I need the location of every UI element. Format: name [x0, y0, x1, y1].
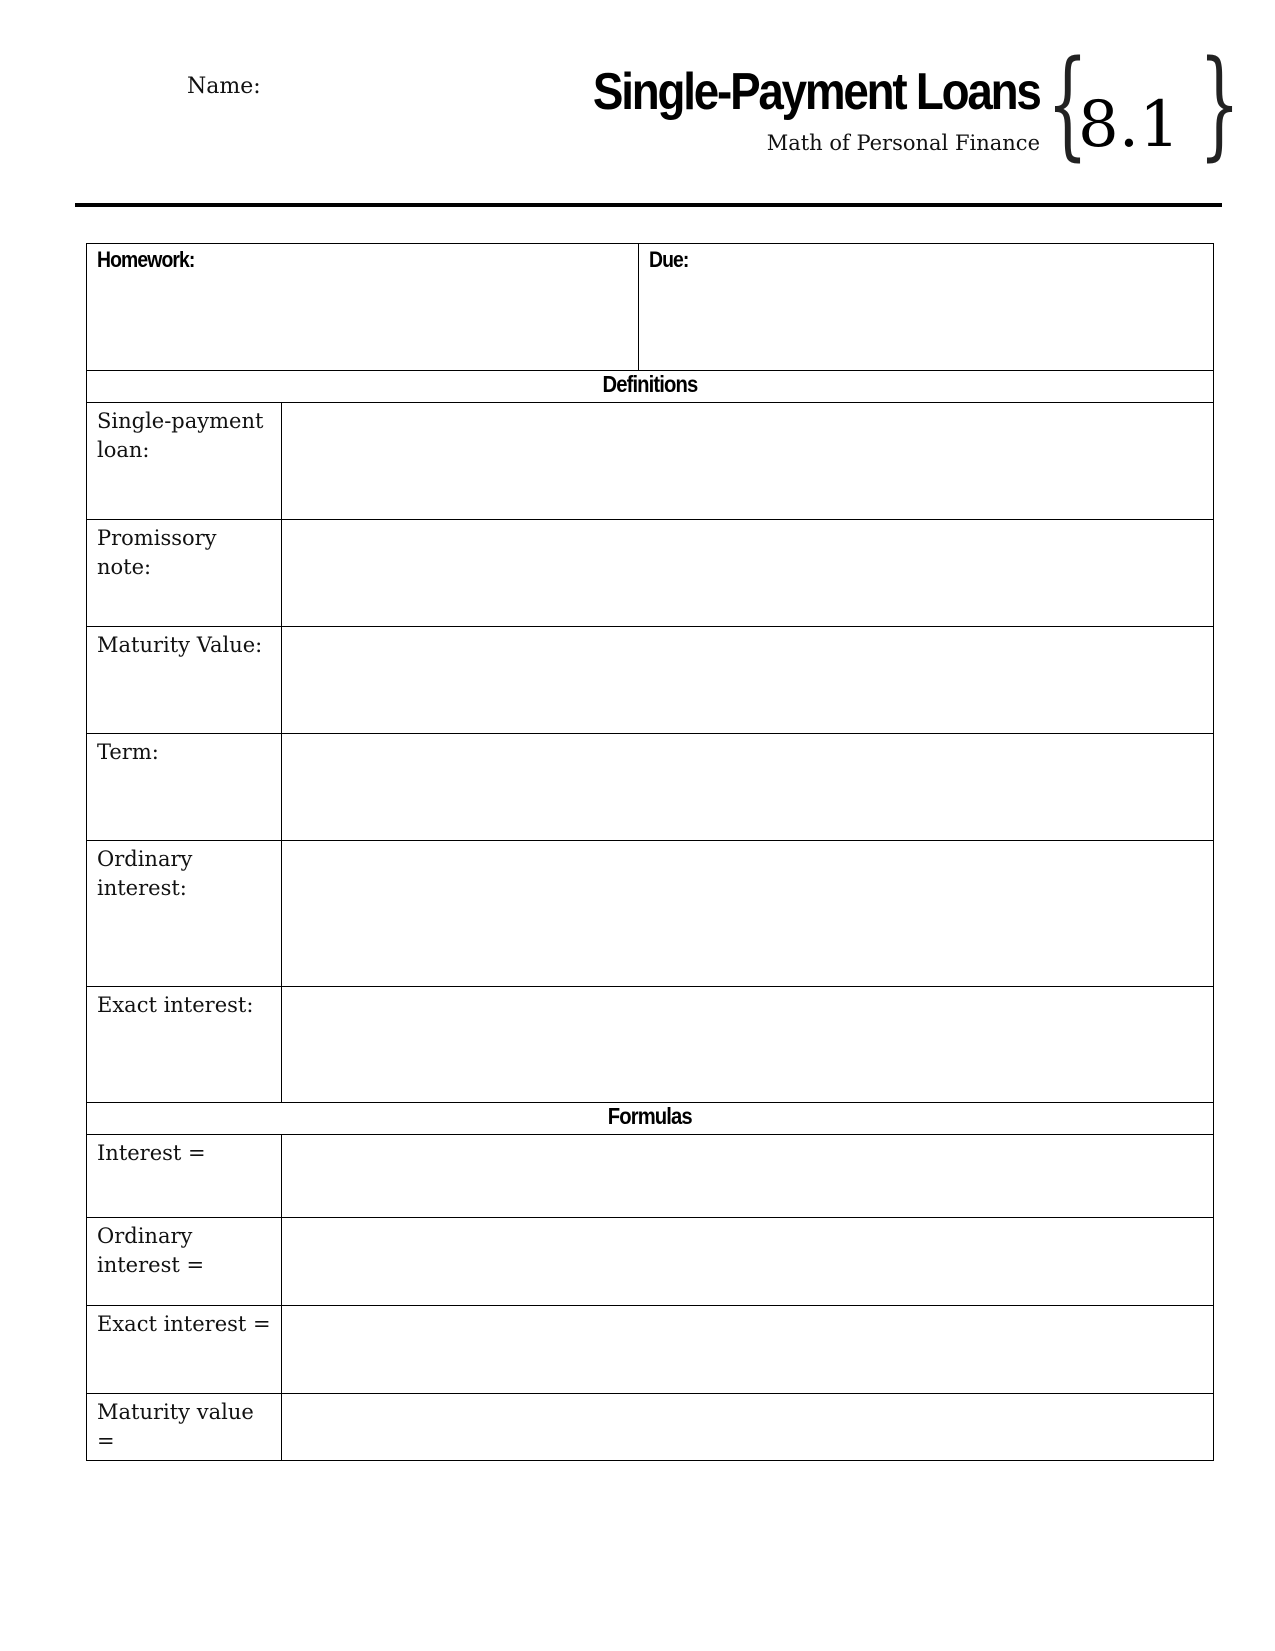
definitions-heading: Definitions: [602, 371, 698, 397]
definition-term: Single-payment loan:: [87, 403, 282, 520]
homework-label: Homework:: [97, 247, 195, 272]
definition-answer-field[interactable]: [282, 987, 1214, 1103]
assignment-row: [87, 244, 1214, 371]
formula-answer-field[interactable]: [282, 1135, 1214, 1218]
formulas-header-row: [87, 1103, 1214, 1135]
page-title: Single-Payment Loans: [593, 63, 1040, 121]
definition-term: Promissory note:: [87, 520, 282, 627]
definition-row: [87, 403, 1214, 520]
definition-answer-field[interactable]: [282, 403, 1214, 520]
formula-row: [87, 1394, 1214, 1461]
formula-term: Maturity value =: [87, 1394, 282, 1461]
definition-answer-field[interactable]: [282, 520, 1214, 627]
definition-term: Term:: [87, 734, 282, 841]
formulas-heading: Formulas: [607, 1103, 693, 1129]
definition-row: [87, 841, 1214, 987]
definition-row: [87, 627, 1214, 734]
formula-term: Exact interest =: [87, 1306, 282, 1394]
section-number: 8.1: [1078, 88, 1180, 162]
formula-answer-field[interactable]: [282, 1218, 1214, 1306]
definition-answer-field[interactable]: [282, 627, 1214, 734]
formula-answer-field[interactable]: [282, 1394, 1214, 1461]
definition-term: Exact interest:: [87, 987, 282, 1103]
definition-row: [87, 734, 1214, 841]
formula-answer-field[interactable]: [282, 1306, 1214, 1394]
worksheet-table: [86, 243, 1214, 1461]
homework-field[interactable]: [87, 244, 639, 371]
header-divider: [75, 203, 1222, 207]
page-subtitle: Math of Personal Finance: [766, 131, 1040, 155]
definitions-header-row: [87, 371, 1214, 403]
definition-answer-field[interactable]: [282, 841, 1214, 987]
due-label: Due:: [649, 247, 689, 272]
formula-row: [87, 1306, 1214, 1394]
name-label: Name:: [187, 74, 261, 99]
definition-term: Ordinary interest:: [87, 841, 282, 987]
definition-answer-field[interactable]: [282, 734, 1214, 841]
formula-term: Ordinary interest =: [87, 1218, 282, 1306]
left-brace-icon: {: [1046, 34, 1089, 172]
due-field[interactable]: [639, 244, 1214, 371]
definition-row: [87, 987, 1214, 1103]
definition-row: [87, 520, 1214, 627]
definition-term: Maturity Value:: [87, 627, 282, 734]
formula-row: [87, 1218, 1214, 1306]
formula-row: [87, 1135, 1214, 1218]
formula-term: Interest =: [87, 1135, 282, 1218]
right-brace-icon: }: [1198, 34, 1241, 172]
